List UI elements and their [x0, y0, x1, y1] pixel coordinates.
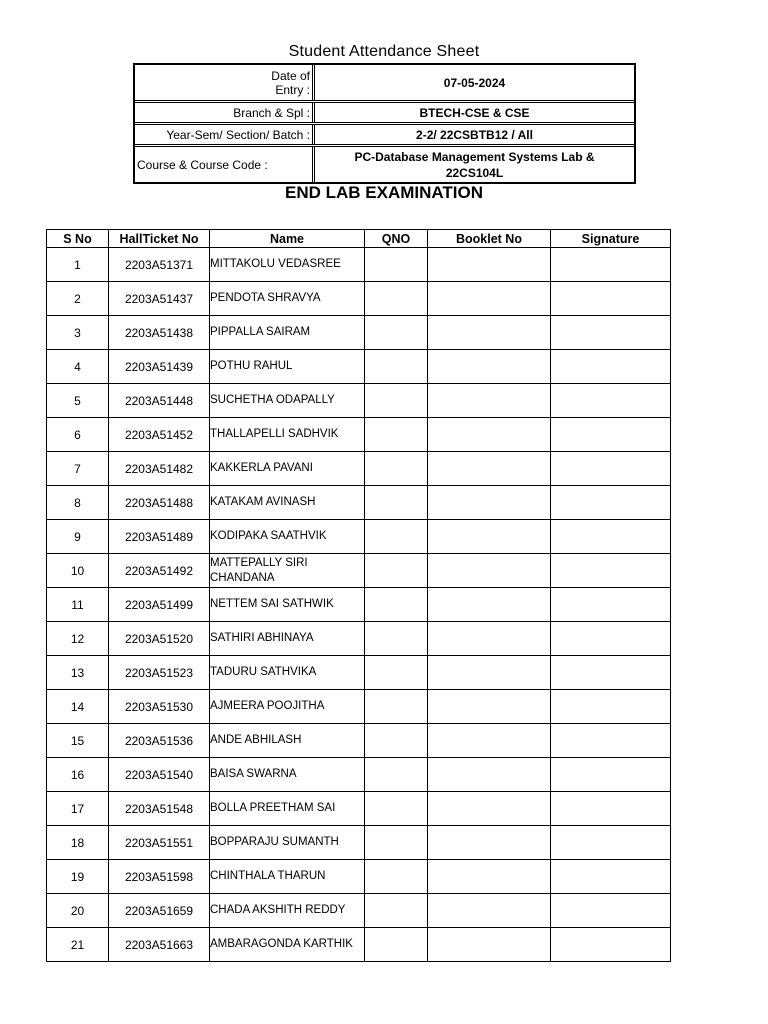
exam-title: END LAB EXAMINATION — [284, 183, 483, 202]
cell-sno: 10 — [47, 554, 109, 588]
cell-name: TADURU SATHVIKA — [210, 656, 365, 690]
cell-sno: 17 — [47, 792, 109, 826]
cell-name: AJMEERA POOJITHA — [210, 690, 365, 724]
cell-sno: 2 — [47, 282, 109, 316]
cell-sno: 19 — [47, 860, 109, 894]
col-header-sno: S No — [47, 230, 109, 248]
cell-hallticket: 2203A51437 — [109, 282, 210, 316]
cell-hallticket: 2203A51439 — [109, 350, 210, 384]
cell-hallticket: 2203A51452 — [109, 418, 210, 452]
info-row-date — [135, 65, 634, 100]
col-header-booklet: Booklet No — [428, 230, 551, 248]
attendance-table — [46, 229, 671, 962]
cell-qno — [365, 418, 428, 452]
cell-hallticket: 2203A51499 — [109, 588, 210, 622]
info-row-branch — [135, 100, 634, 122]
table-row — [47, 486, 671, 520]
cell-sno: 13 — [47, 656, 109, 690]
cell-booklet — [428, 520, 551, 554]
cell-signature — [551, 554, 671, 588]
cell-signature — [551, 860, 671, 894]
cell-hallticket: 2203A51548 — [109, 792, 210, 826]
cell-name: MITTAKOLU VEDASREE — [210, 248, 365, 282]
cell-signature — [551, 452, 671, 486]
course-value: PC-Database Management Systems Lab & 22CS104L — [354, 149, 595, 180]
cell-booklet — [428, 554, 551, 588]
cell-booklet — [428, 656, 551, 690]
cell-name: POTHU RAHUL — [210, 350, 365, 384]
table-row — [47, 860, 671, 894]
col-header-signature: Signature — [551, 230, 671, 248]
cell-qno — [365, 622, 428, 656]
table-row — [47, 520, 671, 554]
cell-booklet — [428, 282, 551, 316]
cell-sno: 15 — [47, 724, 109, 758]
cell-booklet — [428, 316, 551, 350]
table-row — [47, 554, 671, 588]
table-row — [47, 418, 671, 452]
cell-name: NETTEM SAI SATHWIK — [210, 588, 365, 622]
table-row — [47, 724, 671, 758]
cell-booklet — [428, 792, 551, 826]
cell-signature — [551, 418, 671, 452]
cell-booklet — [428, 248, 551, 282]
cell-hallticket: 2203A51659 — [109, 894, 210, 928]
cell-signature — [551, 350, 671, 384]
cell-hallticket: 2203A51523 — [109, 656, 210, 690]
cell-name: SUCHETHA ODAPALLY — [210, 384, 365, 418]
cell-qno — [365, 384, 428, 418]
cell-signature — [551, 656, 671, 690]
cell-sno: 12 — [47, 622, 109, 656]
cell-qno — [365, 894, 428, 928]
cell-qno — [365, 928, 428, 962]
cell-booklet — [428, 588, 551, 622]
cell-sno: 20 — [47, 894, 109, 928]
table-row — [47, 792, 671, 826]
table-header-row — [47, 230, 671, 248]
cell-sno: 9 — [47, 520, 109, 554]
cell-hallticket: 2203A51663 — [109, 928, 210, 962]
table-row — [47, 588, 671, 622]
cell-qno — [365, 758, 428, 792]
cell-hallticket: 2203A51438 — [109, 316, 210, 350]
sheet-title: Student Attendance Sheet — [288, 43, 480, 60]
cell-qno — [365, 690, 428, 724]
cell-signature — [551, 928, 671, 962]
cell-hallticket: 2203A51598 — [109, 860, 210, 894]
table-row — [47, 758, 671, 792]
cell-booklet — [428, 384, 551, 418]
cell-signature — [551, 282, 671, 316]
cell-name: KODIPAKA SAATHVIK — [210, 520, 365, 554]
table-row — [47, 384, 671, 418]
cell-name: CHADA AKSHITH REDDY — [210, 894, 365, 928]
cell-booklet — [428, 622, 551, 656]
cell-signature — [551, 622, 671, 656]
yearsem-label: Year-Sem/ Section/ Batch : — [135, 125, 315, 144]
cell-booklet — [428, 350, 551, 384]
table-row — [47, 826, 671, 860]
cell-sno: 21 — [47, 928, 109, 962]
cell-hallticket: 2203A51371 — [109, 248, 210, 282]
table-row — [47, 928, 671, 962]
cell-name: PIPPALLA SAIRAM — [210, 316, 365, 350]
cell-hallticket: 2203A51482 — [109, 452, 210, 486]
cell-name: BOLLA PREETHAM SAI — [210, 792, 365, 826]
cell-qno — [365, 350, 428, 384]
cell-name: AMBARAGONDA KARTHIK — [210, 928, 365, 962]
cell-sno: 14 — [47, 690, 109, 724]
cell-qno — [365, 520, 428, 554]
col-header-hallticket: HallTicket No — [109, 230, 210, 248]
cell-booklet — [428, 486, 551, 520]
cell-booklet — [428, 894, 551, 928]
cell-hallticket: 2203A51536 — [109, 724, 210, 758]
cell-sno: 1 — [47, 248, 109, 282]
table-row — [47, 690, 671, 724]
course-info-box — [133, 63, 636, 184]
cell-name: MATTEPALLY SIRI CHANDANA — [210, 554, 365, 588]
cell-qno — [365, 486, 428, 520]
table-row — [47, 350, 671, 384]
cell-hallticket: 2203A51492 — [109, 554, 210, 588]
table-row — [47, 452, 671, 486]
cell-sno: 6 — [47, 418, 109, 452]
cell-hallticket: 2203A51530 — [109, 690, 210, 724]
info-row-course — [135, 144, 634, 182]
cell-sno: 7 — [47, 452, 109, 486]
cell-name: BOPPARAJU SUMANTH — [210, 826, 365, 860]
cell-name: KAKKERLA PAVANI — [210, 452, 365, 486]
cell-sno: 11 — [47, 588, 109, 622]
cell-signature — [551, 826, 671, 860]
cell-hallticket: 2203A51489 — [109, 520, 210, 554]
cell-sno: 18 — [47, 826, 109, 860]
cell-signature — [551, 894, 671, 928]
cell-signature — [551, 384, 671, 418]
col-header-qno: QNO — [365, 230, 428, 248]
cell-hallticket: 2203A51551 — [109, 826, 210, 860]
cell-hallticket: 2203A51488 — [109, 486, 210, 520]
cell-hallticket: 2203A51520 — [109, 622, 210, 656]
cell-hallticket: 2203A51448 — [109, 384, 210, 418]
cell-sno: 4 — [47, 350, 109, 384]
cell-qno — [365, 860, 428, 894]
table-row — [47, 894, 671, 928]
cell-booklet — [428, 724, 551, 758]
cell-booklet — [428, 860, 551, 894]
table-row — [47, 248, 671, 282]
cell-signature — [551, 520, 671, 554]
cell-qno — [365, 792, 428, 826]
cell-qno — [365, 316, 428, 350]
cell-qno — [365, 588, 428, 622]
cell-signature — [551, 690, 671, 724]
cell-signature — [551, 588, 671, 622]
cell-name: SATHIRI ABHINAYA — [210, 622, 365, 656]
table-row — [47, 282, 671, 316]
table-row — [47, 656, 671, 690]
date-label: Date of Entry : — [135, 65, 315, 100]
cell-signature — [551, 758, 671, 792]
cell-name: ANDE ABHILASH — [210, 724, 365, 758]
cell-sno: 3 — [47, 316, 109, 350]
cell-name: PENDOTA SHRAVYA — [210, 282, 365, 316]
cell-hallticket: 2203A51540 — [109, 758, 210, 792]
cell-sno: 8 — [47, 486, 109, 520]
cell-qno — [365, 656, 428, 690]
cell-booklet — [428, 452, 551, 486]
cell-sno: 5 — [47, 384, 109, 418]
cell-qno — [365, 282, 428, 316]
cell-booklet — [428, 826, 551, 860]
cell-booklet — [428, 928, 551, 962]
branch-value: BTECH-CSE & CSE — [419, 105, 530, 120]
cell-signature — [551, 486, 671, 520]
cell-name: CHINTHALA THARUN — [210, 860, 365, 894]
cell-name: BAISA SWARNA — [210, 758, 365, 792]
info-row-yearsem — [135, 122, 634, 144]
cell-qno — [365, 724, 428, 758]
cell-booklet — [428, 418, 551, 452]
date-value: 07-05-2024 — [443, 75, 506, 90]
table-row — [47, 622, 671, 656]
cell-booklet — [428, 758, 551, 792]
branch-label: Branch & Spl : — [135, 103, 315, 122]
cell-signature — [551, 316, 671, 350]
cell-booklet — [428, 690, 551, 724]
col-header-name: Name — [210, 230, 365, 248]
cell-signature — [551, 248, 671, 282]
cell-signature — [551, 724, 671, 758]
cell-qno — [365, 826, 428, 860]
course-label: Course & Course Code : — [135, 147, 315, 182]
cell-qno — [365, 452, 428, 486]
cell-qno — [365, 248, 428, 282]
cell-qno — [365, 554, 428, 588]
cell-sno: 16 — [47, 758, 109, 792]
table-row — [47, 316, 671, 350]
cell-name: KATAKAM AVINASH — [210, 486, 365, 520]
yearsem-value: 2-2/ 22CSBTB12 / All — [416, 127, 533, 142]
cell-name: THALLAPELLI SADHVIK — [210, 418, 365, 452]
table-body — [47, 248, 671, 962]
cell-signature — [551, 792, 671, 826]
